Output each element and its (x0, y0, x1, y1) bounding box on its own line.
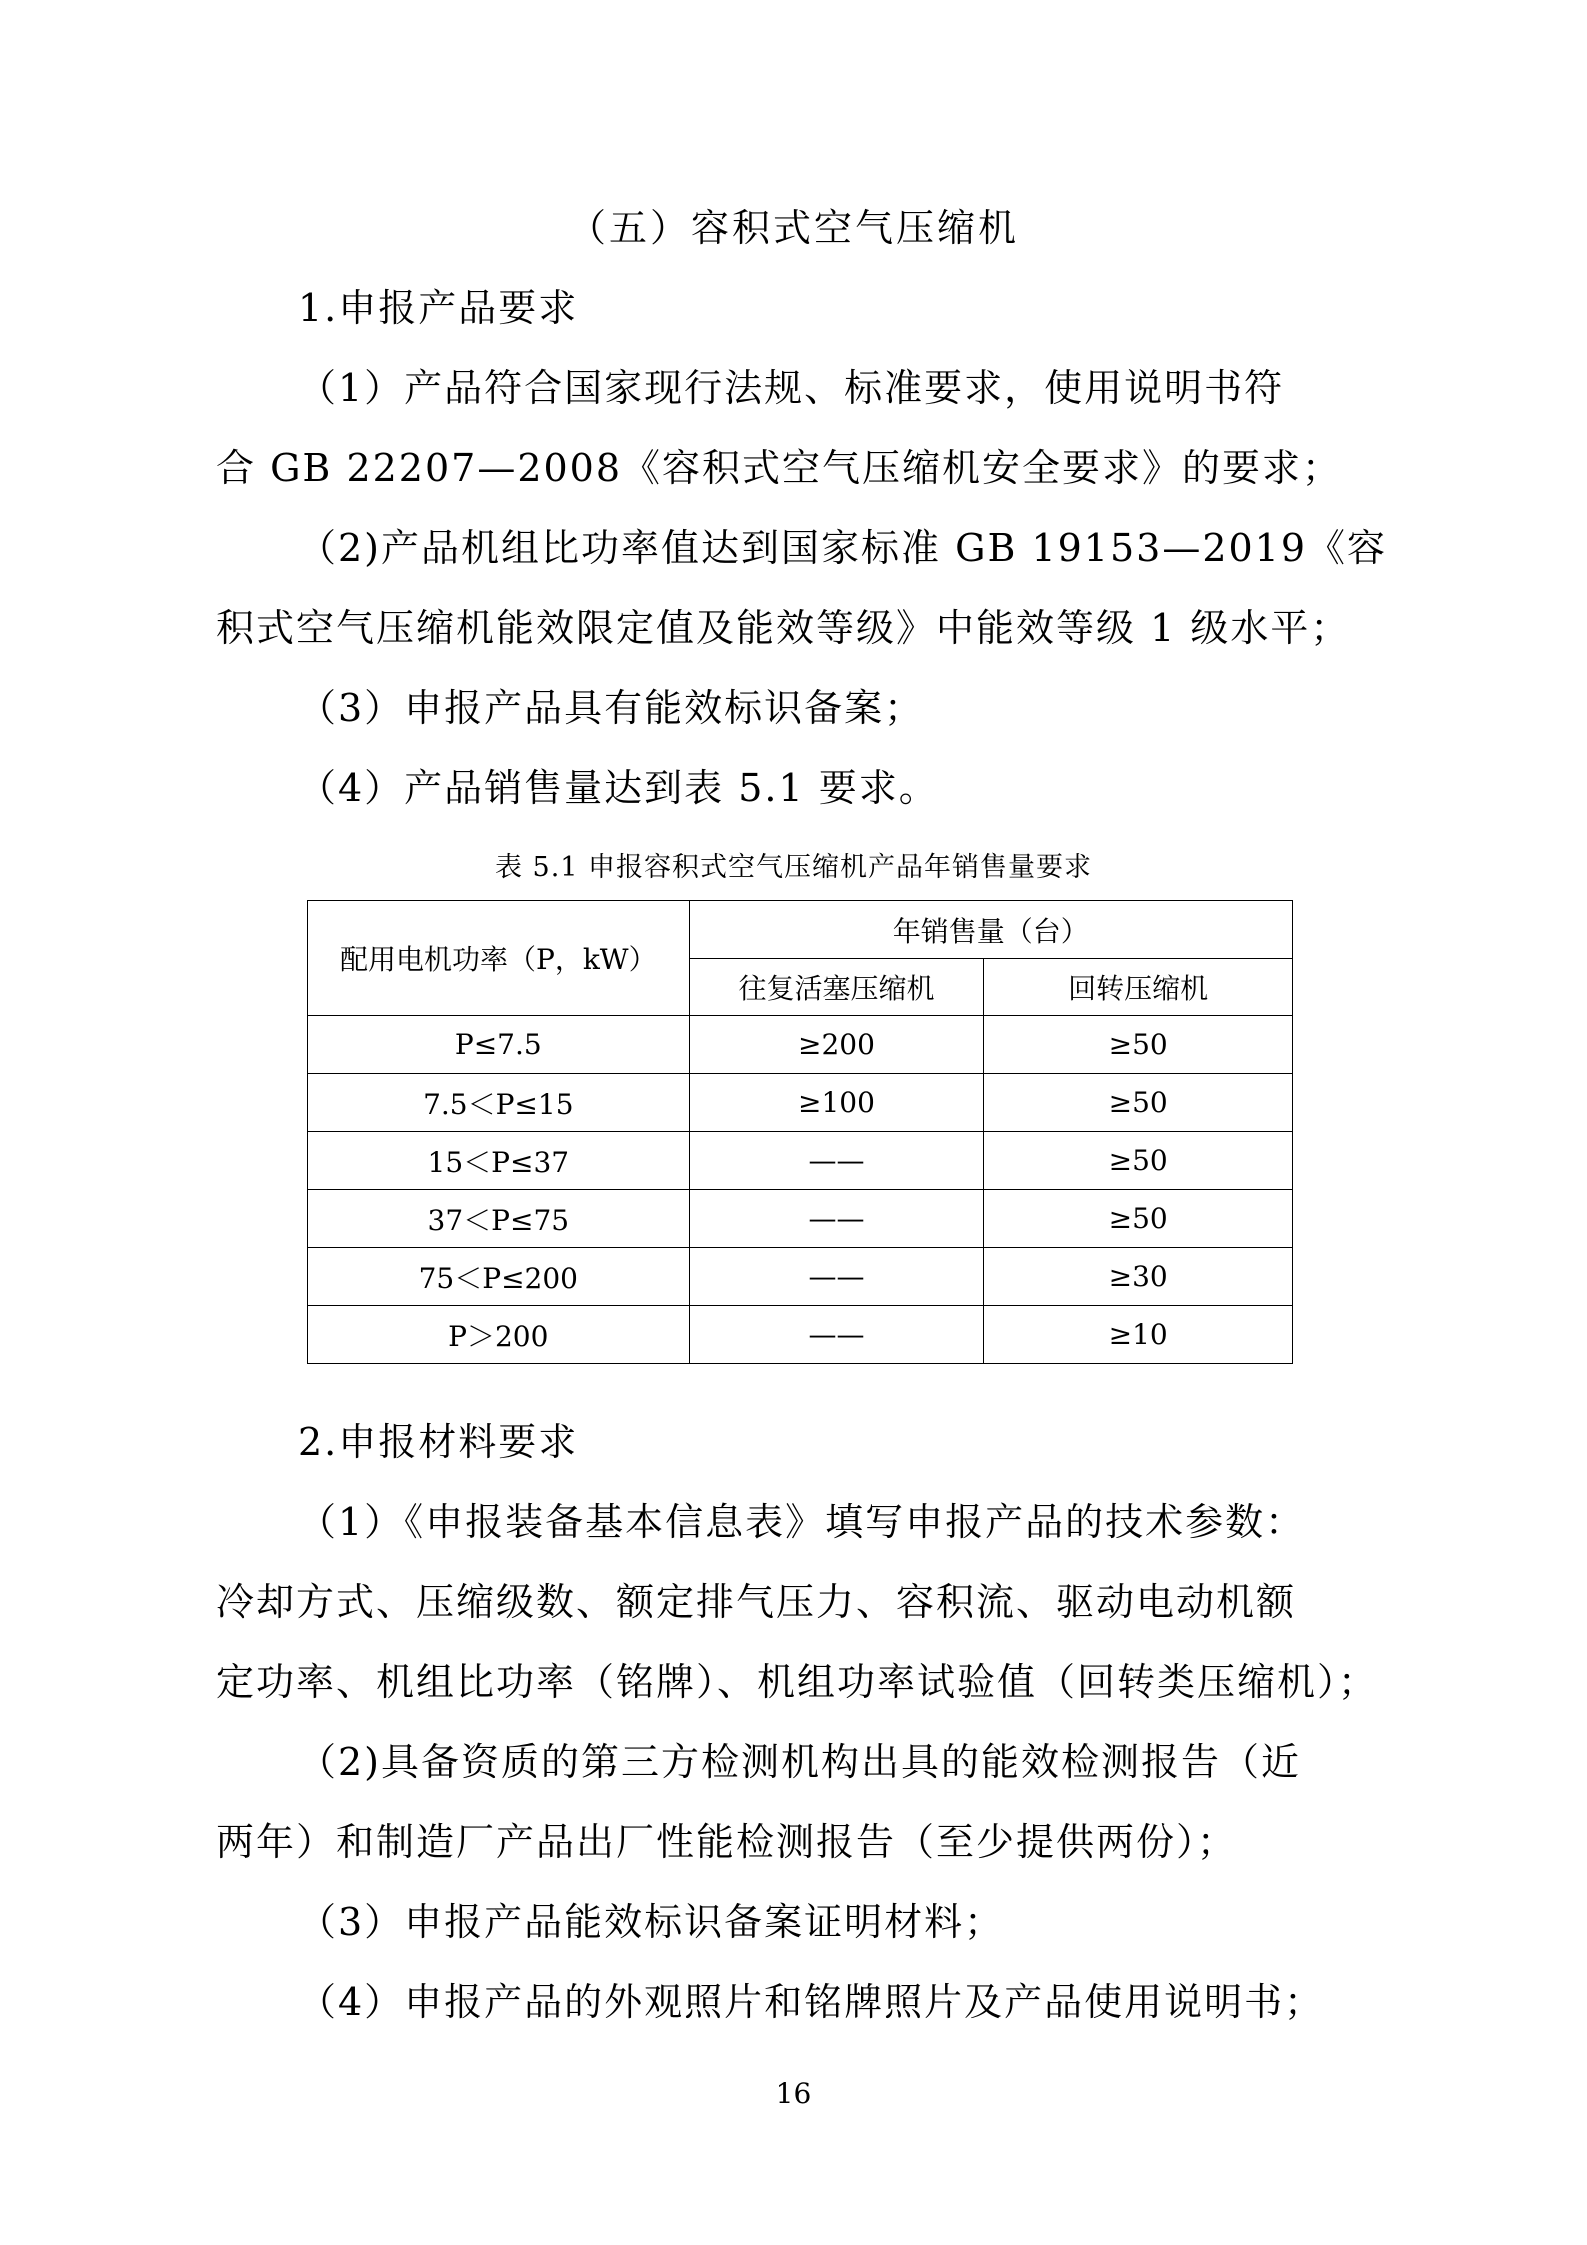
part1-item2-line1: （2)产品机组比功率值达到国家标准 GB 19153—2019《容 (298, 526, 1388, 570)
part2-item1-line3: 定功率、机组比功率（铭牌）、机组功率试验值（回转类压缩机）； (216, 1660, 1379, 1704)
table-row (308, 1190, 1293, 1248)
part2-item1-line1: （1）《申报装备基本信息表》填写申报产品的技术参数： (298, 1500, 1306, 1544)
cell-rotary: ≥50 (984, 1074, 1293, 1132)
part1-item2-line2: 积式空气压缩机能效限定值及能效等级》中能效等级 1 级水平； (216, 606, 1351, 650)
sales-requirement-table (307, 900, 1293, 1364)
table-caption: 表 5.1 申报容积式空气压缩机产品年销售量要求 (494, 852, 1093, 883)
part1-item1-line1: （1）产品符合国家现行法规、标准要求，使用说明书符 (298, 366, 1285, 410)
part2-heading: 2.申报材料要求 (298, 1420, 579, 1464)
table-row (308, 1132, 1293, 1190)
cell-power: 37＜P≤75 (308, 1190, 690, 1248)
part2-item2-line2: 两年）和制造厂产品出厂性能检测报告（至少提供两份）； (216, 1820, 1238, 1864)
header-reciprocating: 往复活塞压缩机 (689, 959, 984, 1016)
part2-item3: （3）申报产品能效标识备案证明材料； (298, 1900, 1005, 1944)
cell-rotary: ≥50 (984, 1190, 1293, 1248)
table-row (308, 1016, 1293, 1074)
cell-reciprocating: ≥100 (689, 1074, 984, 1132)
page-number: 16 (775, 2077, 812, 2110)
cell-reciprocating: —— (689, 1132, 984, 1190)
part1-item4: （4）产品销售量达到表 5.1 要求。 (298, 766, 939, 810)
cell-rotary: ≥50 (984, 1016, 1293, 1074)
section-title: （五）容积式空气压缩机 (567, 206, 1019, 250)
part2-item4: （4）申报产品的外观照片和铭牌照片及产品使用说明书； (298, 1980, 1325, 2024)
table-row (308, 1306, 1293, 1364)
header-rotary: 回转压缩机 (984, 959, 1293, 1016)
part2-item2-line1: （2)具备资质的第三方检测机构出具的能效检测报告（近 (298, 1740, 1302, 1784)
part1-heading: 1.申报产品要求 (298, 286, 579, 330)
part1-item1-line2: 合 GB 22207—2008《容积式空气压缩机安全要求》的要求； (216, 446, 1343, 490)
part2-item1-line2: 冷却方式、压缩级数、额定排气压力、容积流、驱动电动机额 (216, 1580, 1297, 1624)
cell-rotary: ≥30 (984, 1248, 1293, 1306)
cell-rotary: ≥50 (984, 1132, 1293, 1190)
table-row (308, 1248, 1293, 1306)
cell-reciprocating: —— (689, 1190, 984, 1248)
cell-reciprocating: —— (689, 1248, 984, 1306)
cell-power: 75＜P≤200 (308, 1248, 690, 1306)
cell-power: P≤7.5 (308, 1016, 690, 1074)
header-power: 配用电机功率（P，kW） (308, 901, 690, 1016)
cell-power: 7.5＜P≤15 (308, 1074, 690, 1132)
part1-item3: （3）申报产品具有能效标识备案； (298, 686, 925, 730)
table-header-row (308, 901, 1293, 959)
table-row (308, 1074, 1293, 1132)
header-sales: 年销售量（台） (689, 901, 1292, 959)
cell-rotary: ≥10 (984, 1306, 1293, 1364)
cell-reciprocating: —— (689, 1306, 984, 1364)
cell-power: P＞200 (308, 1306, 690, 1364)
cell-reciprocating: ≥200 (689, 1016, 984, 1074)
cell-power: 15＜P≤37 (308, 1132, 690, 1190)
